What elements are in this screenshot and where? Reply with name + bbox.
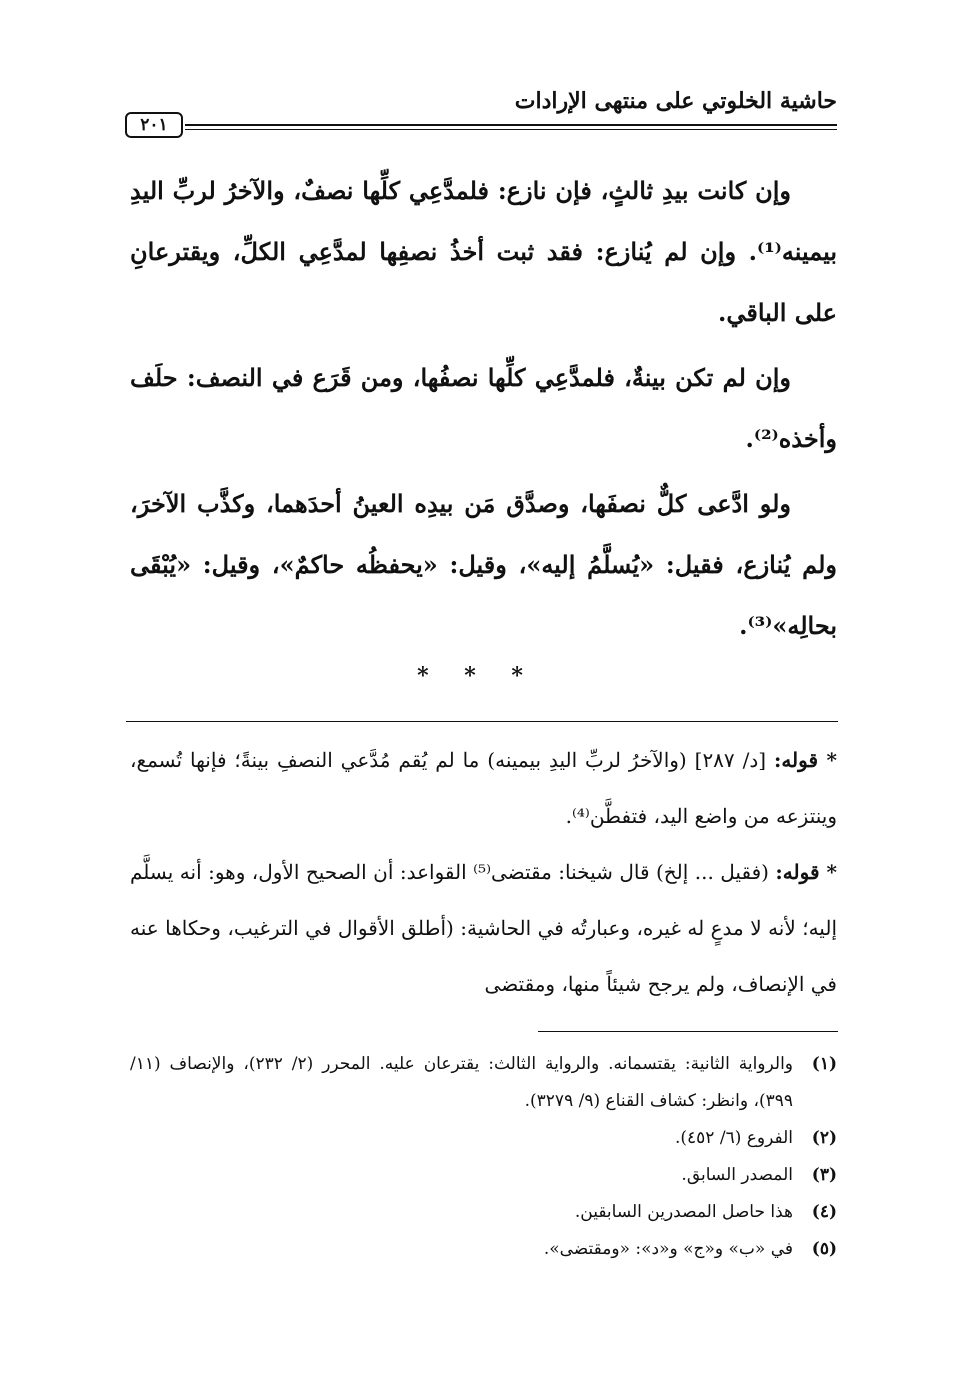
page-number: ٢٠١ [125, 112, 183, 138]
footnote-number: (٤) [811, 1202, 837, 1222]
commentary-paragraph [130, 732, 837, 844]
footnote-number: (١) [811, 1054, 837, 1074]
footnote-text: الفروع (٦/ ٤٥٢). [674, 1128, 793, 1148]
footnote [130, 1157, 837, 1194]
main-paragraph: وإن لم تكن بينةٌ، فلمدَّعِي كلِّها نصفُها، ومن قَرَع في النصف: حلَف وأخذه⁽²⁾. [130, 363, 837, 453]
footnote-number: (٢) [811, 1128, 837, 1148]
running-title: حاشية الخلوتي على منتهى الإرادات [514, 88, 837, 114]
main-text [130, 160, 837, 660]
footnote [130, 1120, 837, 1157]
commentary [130, 732, 837, 1012]
footnotes [130, 1046, 837, 1268]
main-paragraph: ولو ادَّعى كلٌّ نصفَها، وصدَّق مَن بيدِه العينُ أحدَهما، وكذَّب الآخرَ، ولم يُنازع، فقيل: «يُسلَّمُ إليه»، وقيل: «يحفظُه حاكمٌ»، وقيل: «يُبْقَى بحالِه»⁽³⁾. [130, 489, 837, 640]
footnote-text: في «ب» و«ج» و«د»: «ومقتضى». [543, 1239, 793, 1259]
footnote [130, 1231, 837, 1268]
footnote-text: المصدر السابق. [681, 1165, 793, 1185]
commentary-text: (فقيل ... إلخ) قال شيخنا: مقتضى⁽⁵⁾ القواعد: أن الصحيح الأول، وهو: أنه يسلَّم إليه؛ لأنه لا مدعٍ له غيره، وعبارتُه في الحاشية: (أطلق الأقوال في الترغيب، وحكاها عنه في الإنصاف، ولم يرجح شيئاً منها، ومقتضى [130, 860, 837, 996]
footnote [130, 1194, 837, 1231]
section-separator: * * * [417, 663, 537, 689]
footnote-divider [538, 1031, 838, 1032]
header-rule [185, 124, 837, 130]
main-paragraph: وإن كانت بيدِ ثالثٍ، فإن نازع: فلمدَّعِي كلِّها نصفٌ، والآخرُ لربِّ اليدِ بيمينه⁽¹⁾. وإن لم يُنازع: فقد ثبت أخذُ نصفِها لمدَّعِي الكلِّ، ويقترعانِ على الباقي. [130, 176, 837, 327]
commentary-lead: * قوله: [775, 860, 838, 884]
commentary-paragraph [130, 844, 837, 1012]
page-header [125, 82, 837, 140]
commentary-text: [د/ ٢٨٧] (والآخرُ لربِّ اليدِ بيمينه) ما لم يُقم مُدَّعي النصفِ بينةً؛ فإنها تُسمع، وينتزعه من واضع اليد، فتفطَّن⁽⁴⁾. [130, 748, 837, 828]
footnote-text: والرواية الثانية: يقتسمانه. والرواية الثالث: يقترعان عليه. المحرر (٢/ ٢٣٢)، والإنصاف (١١/ ٣٩٩)، وانظر: كشاف القناع (٩/ ٣٢٧٩). [130, 1054, 793, 1111]
footnote-number: (٥) [811, 1239, 837, 1259]
commentary-divider [126, 721, 838, 722]
commentary-lead: * قوله: [773, 748, 837, 772]
footnote [130, 1046, 837, 1120]
footnote-text: هذا حاصل المصدرين السابقين. [574, 1202, 793, 1222]
footnote-number: (٣) [811, 1165, 837, 1185]
